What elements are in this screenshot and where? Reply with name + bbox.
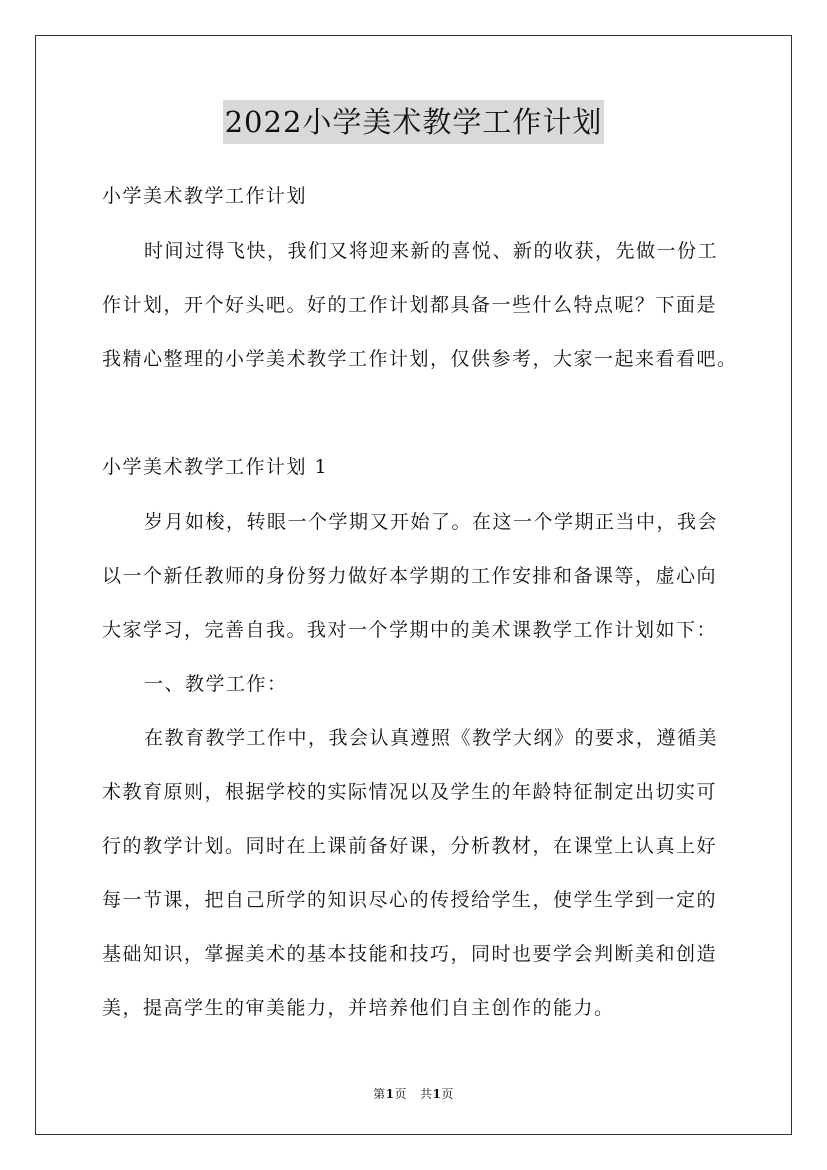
paragraph-line: 我精心整理的小学美术教学工作计划，仅供参考，大家一起来看看吧。 xyxy=(102,348,738,370)
footer-page-total: 1 xyxy=(432,1087,442,1101)
footer-suffix: 页 xyxy=(441,1087,454,1101)
paragraph-line: 基础知识，掌握美术的基本技能和技巧，同时也要学会判断美和创造 xyxy=(102,943,718,965)
paragraph-line: 时间过得飞快，我们又将迎来新的喜悦、新的收获，先做一份工 xyxy=(144,240,719,262)
footer-mid: 页 共 xyxy=(394,1087,433,1101)
paragraph-line: 在教育教学工作中，我会认真遵照《教学大纲》的要求，遵循美 xyxy=(144,727,719,749)
paragraph-line: 术教育原则，根据学校的实际情况以及学生的年龄特征制定出切实可 xyxy=(102,781,718,803)
page-footer xyxy=(0,1085,827,1102)
paragraph-line: 行的教学计划。同时在上课前备好课，分析教材，在课堂上认真上好 xyxy=(102,835,718,857)
paragraph-line: 以一个新任教师的身份努力做好本学期的工作安排和备课等，虚心向 xyxy=(102,565,718,587)
footer-prefix: 第 xyxy=(373,1087,386,1101)
document-title: 2022小学美术教学工作计划 xyxy=(223,100,605,144)
paragraph-line: 岁月如梭，转眼一个学期又开始了。在这一个学期正当中，我会 xyxy=(144,511,719,533)
paragraph-line: 每一节课，把自己所学的知识尽心的传授给学生，使学生学到一定的 xyxy=(102,889,718,911)
title-container xyxy=(0,100,827,144)
paragraph-line: 美，提高学生的审美能力，并培养他们自主创作的能力。 xyxy=(102,997,615,1019)
paragraph-line: 作计划，开个好头吧。好的工作计划都具备一些什么特点呢？下面是 xyxy=(102,294,718,316)
section-heading-1: 小学美术教学工作计划 1 xyxy=(102,456,329,478)
footer-page-number: 1 xyxy=(385,1087,395,1101)
paragraph-line: 大家学习，完善自我。我对一个学期中的美术课教学工作计划如下： xyxy=(102,619,718,641)
section-heading: 小学美术教学工作计划 xyxy=(102,185,308,207)
subheading-teaching-work: 一、教学工作： xyxy=(144,673,288,695)
